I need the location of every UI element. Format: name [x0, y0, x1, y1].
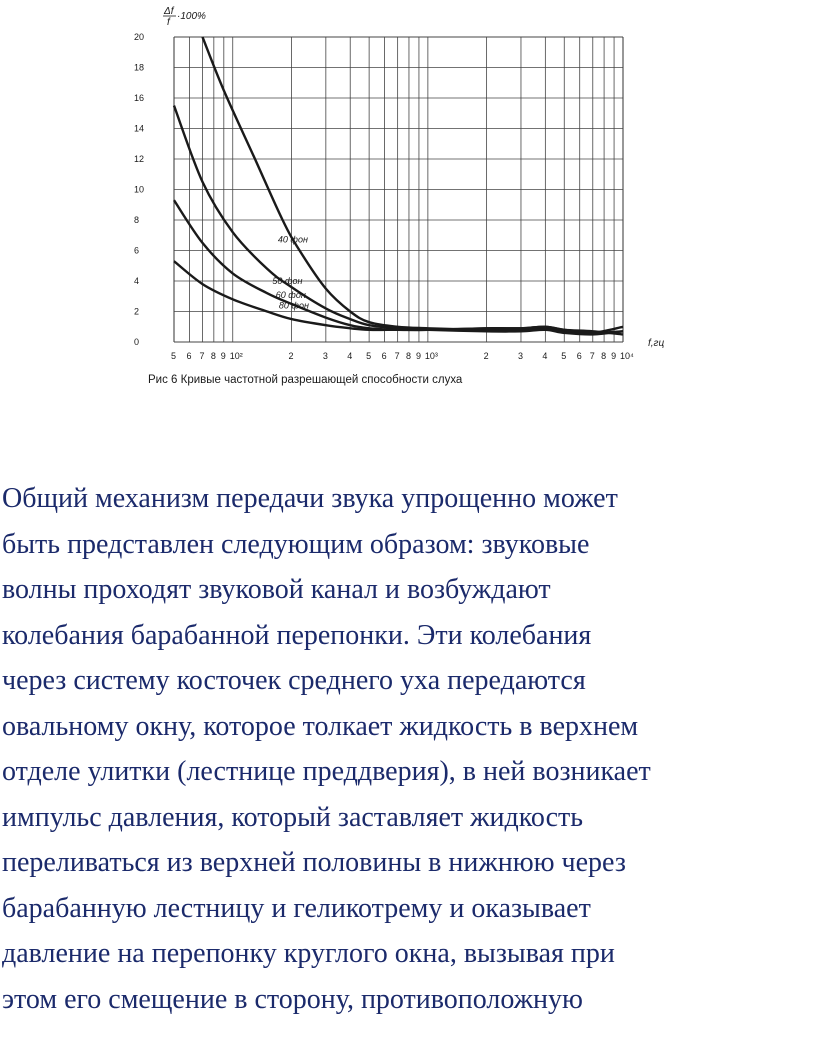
x-tick-label: 7 [394, 351, 400, 361]
paragraph-line: овальному окну, которое толкает жидкость в верхнем [2, 710, 639, 742]
x-tick-label: 10² [229, 351, 243, 361]
frequency-resolution-chart [130, 0, 690, 395]
curve-label: 60 фон [275, 289, 306, 300]
x-tick-label: 8 [601, 351, 607, 361]
x-tick-label: 3 [517, 351, 523, 361]
x-tick-label: 5 [366, 351, 372, 361]
x-tick-label: 8 [405, 351, 411, 361]
curve-line [203, 37, 624, 333]
x-tick-label: 7 [199, 351, 205, 361]
x-tick-label: 2 [483, 351, 489, 361]
y-tick-label: 4 [134, 276, 140, 286]
x-tick-label: 7 [589, 351, 595, 361]
y-tick-labels [134, 32, 144, 347]
chart-curves [174, 37, 623, 334]
y-tick-label: 2 [134, 306, 140, 317]
y-tick-label: 14 [134, 123, 145, 134]
figure-caption: Рис 6 Кривые частотной разрешающей способности слуха [148, 374, 463, 386]
x-tick-label: 8 [210, 351, 216, 361]
y-axis-label-suffix: ·100% [177, 11, 206, 22]
x-tick-label: 5 [561, 351, 567, 361]
x-tick-labels [171, 351, 634, 361]
y-tick-label: 20 [134, 32, 145, 42]
paragraph-line: переливаться из верхней половины в нижнюю через [2, 847, 626, 878]
paragraph-line: этом его смещение в сторону, противоположную [2, 983, 583, 1015]
x-tick-label: 10⁴ [620, 351, 634, 361]
paragraph-line: колебания барабанной перепонки. Эти колебания [2, 619, 592, 651]
paragraph-line: барабанную лестницу и геликотрему и оказывает [2, 892, 591, 924]
y-tick-label: 0 [134, 337, 140, 347]
x-axis-label: f,гц [648, 338, 665, 349]
y-axis-label [163, 6, 206, 28]
y-tick-label: 18 [134, 62, 145, 73]
x-tick-label: 2 [288, 351, 294, 361]
paragraph-line: импульс давления, который заставляет жидкость [2, 801, 584, 833]
x-tick-label: 10³ [424, 351, 438, 361]
y-axis-label-denominator: f [167, 17, 170, 28]
curve-line [174, 261, 623, 333]
paragraph-line: давление на перепонку круглого окна, вызывая при [2, 938, 615, 969]
x-tick-label: 5 [171, 351, 177, 361]
y-tick-label: 6 [134, 245, 140, 256]
paragraph-line: Общий механизм передачи звука упрощенно может [2, 483, 618, 514]
x-tick-label: 6 [381, 351, 387, 361]
body-paragraph [2, 476, 814, 1022]
x-tick-label: 3 [322, 351, 328, 361]
paragraph-line: волны проходят звуковой канал и возбуждают [2, 574, 551, 605]
x-tick-label: 9 [611, 351, 617, 361]
chart-grid [174, 37, 623, 342]
x-tick-label: 6 [576, 351, 582, 361]
y-tick-label: 16 [134, 93, 145, 103]
curve-label: 50 фон [272, 275, 303, 286]
paragraph-line: быть представлен следующим образом: звуковые [2, 528, 590, 560]
y-axis-label-numerator: Δf [164, 6, 174, 17]
curve-label: 40 фон [277, 234, 308, 245]
curve-labels [272, 235, 309, 311]
x-tick-label: 9 [415, 351, 421, 361]
y-tick-label: 10 [134, 184, 145, 195]
paragraph-line: отделе улитки (лестнице преддверия), в ней возникает [2, 756, 651, 787]
x-tick-label: 4 [347, 351, 353, 361]
y-tick-label: 8 [134, 215, 140, 225]
x-tick-label: 4 [542, 351, 548, 361]
y-tick-label: 12 [134, 154, 145, 164]
curve-label: 80 фон [278, 300, 310, 311]
x-tick-label: 6 [186, 351, 192, 361]
x-tick-label: 9 [220, 351, 226, 361]
paragraph-line: через систему косточек среднего уха передаются [2, 665, 586, 696]
